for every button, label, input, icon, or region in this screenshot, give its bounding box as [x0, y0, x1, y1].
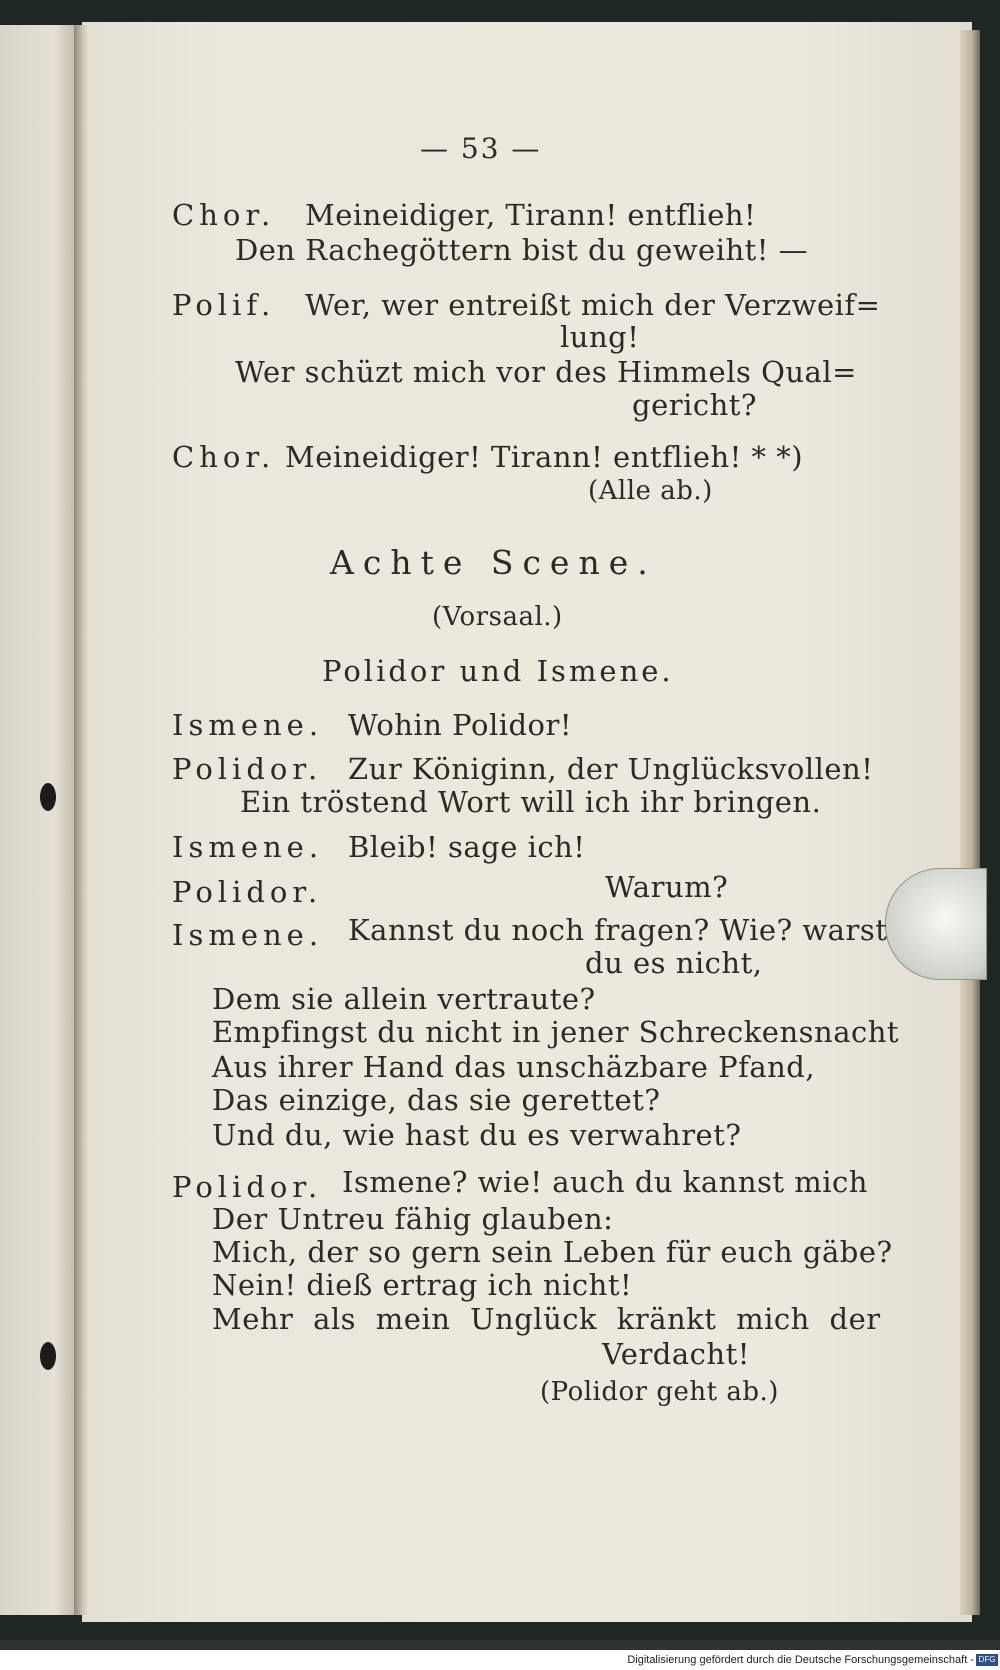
verse-line: Der Untreu fähig glauben:: [212, 1202, 614, 1236]
binding-hole-top: [40, 783, 56, 811]
speaker-ismene: Ismene.: [172, 918, 324, 952]
verse-line: Wer, wer entreißt mich der Verzweif=: [305, 288, 881, 322]
scene-heading: Achte Scene.: [330, 543, 657, 582]
scene-location: (Vorsaal.): [432, 602, 563, 632]
digitization-footer: [0, 1650, 1000, 1670]
speaker-chor: Chor.: [172, 198, 276, 232]
speaker-polidor: Polidor.: [172, 1170, 323, 1204]
footer-credit: Digitalisierung gefördert durch die Deutsche Forschungsgemeinschaft -: [627, 1654, 974, 1666]
verse-line: Warum?: [605, 870, 729, 904]
page-clip: [885, 868, 987, 980]
verse-line: Zur Königinn, der Unglücksvollen!: [348, 752, 874, 786]
stage-direction: (Alle ab.): [588, 476, 713, 506]
stage-direction: (Polidor geht ab.): [540, 1377, 779, 1407]
speaker-ismene: Ismene.: [172, 708, 324, 742]
binding-hole-bottom: [40, 1342, 56, 1370]
verse-line: Empfingst du nicht in jener Schreckensnacht: [212, 1015, 900, 1049]
verse-line: Verdacht!: [602, 1337, 750, 1371]
verse-line: Mehr als mein Unglück kränkt mich der: [212, 1302, 881, 1336]
facing-page: [0, 25, 78, 1615]
speaker-polidor: Polidor.: [172, 875, 323, 909]
speaker-ismene: Ismene.: [172, 830, 324, 864]
dfg-logo: DFG: [976, 1654, 998, 1666]
verse-line: Das einzige, das sie gerettet?: [212, 1083, 661, 1117]
verse-line: Mich, der so gern sein Leben für euch gäbe?: [212, 1235, 893, 1269]
verse-line: du es nicht,: [585, 946, 763, 980]
speaker-chor: Chor.: [172, 440, 276, 474]
verse-line: Ein tröstend Wort will ich ihr bringen.: [240, 785, 822, 819]
verse-line: Meineidiger, Tirann! entflieh!: [305, 198, 757, 232]
speaker-polidor: Polidor.: [172, 752, 323, 786]
character-list: Polidor und Ismene.: [322, 654, 674, 688]
verse-line: Dem sie allein vertraute?: [212, 982, 596, 1016]
verse-line: Meineidiger! Tirann! entflieh! * *): [285, 440, 804, 474]
page-edge: [960, 30, 980, 1615]
page-number: — 53 —: [420, 132, 542, 165]
verse-line: Kannst du noch fragen? Wie? warst: [348, 913, 888, 947]
verse-line: Aus ihrer Hand das unschäzbare Pfand,: [212, 1050, 816, 1084]
speaker-polif: Polif.: [172, 288, 276, 322]
verse-line: Wer schüzt mich vor des Himmels Qual=: [235, 355, 857, 389]
verse-line: Und du, wie hast du es verwahret?: [212, 1118, 742, 1152]
verse-line: Den Rachegöttern bist du geweiht! —: [235, 233, 809, 267]
verse-line: gericht?: [632, 388, 757, 422]
verse-line: Bleib! sage ich!: [348, 830, 586, 864]
verse-line: Ismene? wie! auch du kannst mich: [342, 1165, 868, 1199]
verse-line: lung!: [560, 320, 640, 354]
verse-line: Wohin Polidor!: [348, 708, 573, 742]
book-gutter: [74, 25, 88, 1615]
verse-line: Nein! dieß ertrag ich nicht!: [212, 1268, 633, 1302]
